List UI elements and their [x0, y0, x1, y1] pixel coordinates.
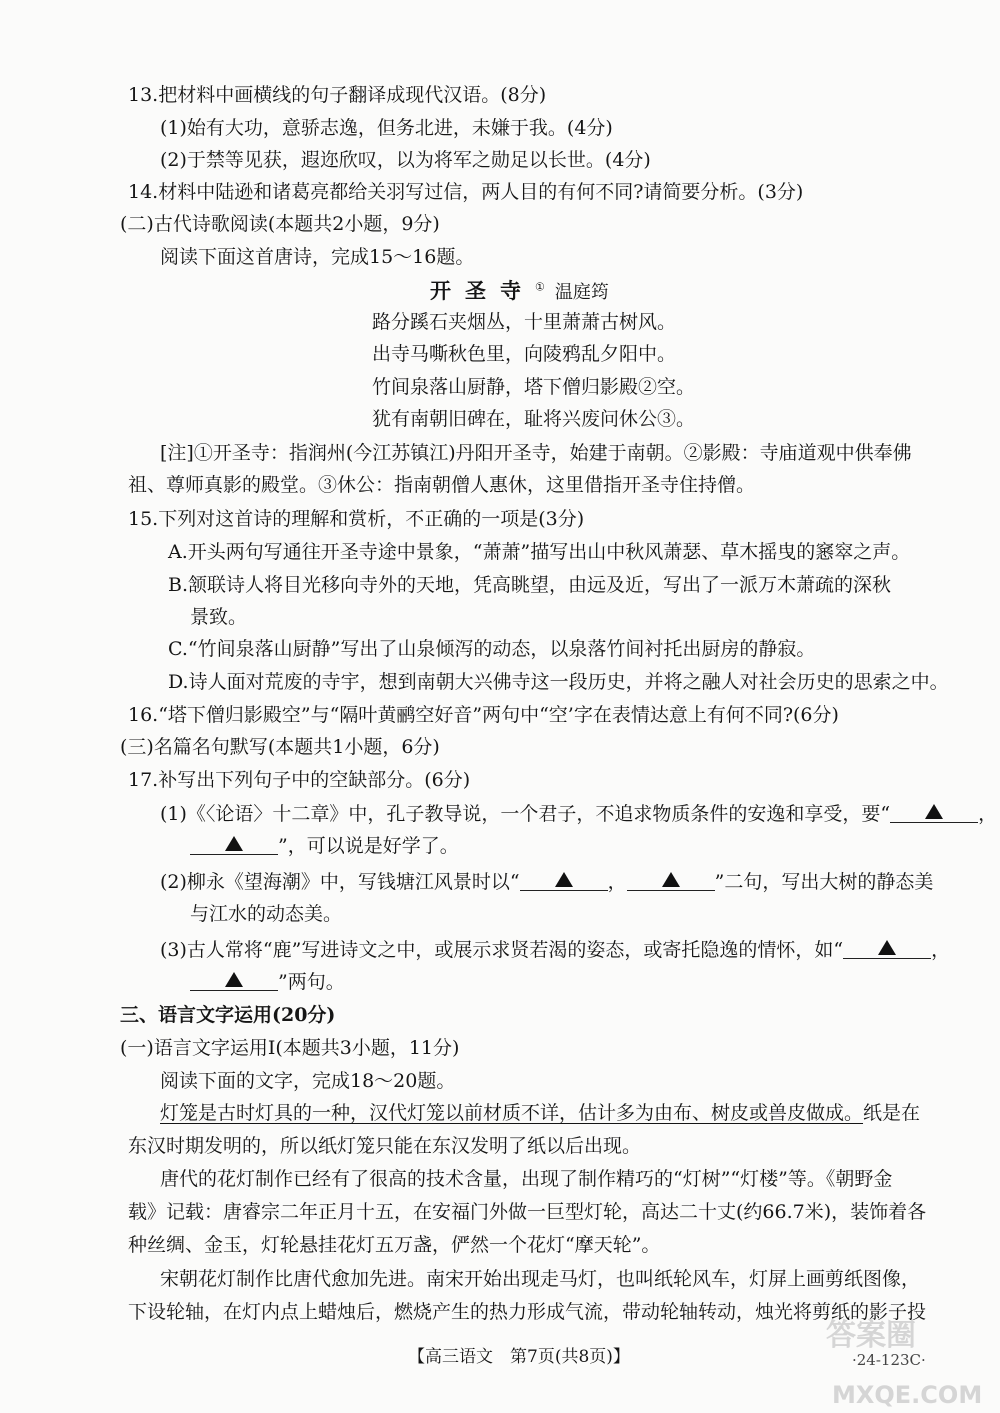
q16-stem: 16.“塔下僧归影殿空”与“隔叶黄鹂空好音”两句中“空’字在表情达意上有何不同?(6分)	[128, 704, 839, 726]
q13-sub2: (2)于禁等见获，遐迩欣叹，以为将军之勋足以长世。(4分)	[160, 149, 651, 171]
passage-p2-line2: 载》记载：唐睿宗二年正月十五，在安福门外做一巨型灯轮，高达二十丈(约66.7米)，装饰着各	[128, 1201, 927, 1223]
poem-title-line	[430, 280, 609, 302]
section3-header: (三)名篇名句默写(本题共1小题，6分)	[120, 736, 440, 758]
poem-title: 开圣寺	[430, 278, 535, 303]
watermark-text: MXQE.COM	[832, 1381, 983, 1409]
poem-line-3: 竹间泉落山厨静，塔下僧归影殿②空。	[372, 376, 696, 398]
section2-intro: 阅读下面这首唐诗，完成15～16题。	[160, 246, 475, 268]
q17-part3-comma: ，	[931, 939, 951, 961]
q17-part3-line1	[160, 940, 950, 960]
triangle-icon	[662, 872, 680, 887]
page-footer: 【高三语文 第7页(共8页)】	[408, 1347, 630, 1367]
q17-part1-text: (1)《〈论语〉十二章》中，孔子教导说，一个君子，不追求物质条件的安逸和享受，要“	[160, 803, 891, 825]
q17-part2-line1	[160, 872, 933, 892]
part3-intro: 阅读下面的文字，完成18～20题。	[160, 1070, 456, 1092]
poem-notes-line1: [注]①开圣寺：指润州(今江苏镇江)丹阳开圣寺，始建于南朝。②影殿：寺庙道观中供奉佛	[160, 442, 912, 464]
q17-part2-line2: 与江水的动态美。	[190, 903, 343, 925]
q15-option-b-cont: 景致。	[190, 606, 248, 628]
poem-line-1: 路分蹊石夹烟丛，十里萧萧古树风。	[372, 311, 677, 333]
poem-title-note: ①	[535, 280, 545, 294]
q17-part1-line2	[190, 836, 459, 856]
part3-header: 三、语言文字运用(20分)	[120, 1004, 336, 1026]
passage-p1-line1	[160, 1104, 920, 1123]
q17-part2-tail: ”二句，写出大树的静态美	[714, 871, 934, 893]
triangle-icon	[225, 972, 243, 987]
triangle-icon	[878, 940, 896, 955]
exam-code: ·24-123C·	[852, 1351, 926, 1369]
answer-blank[interactable]	[843, 940, 931, 959]
poem-notes-line2: 祖、尊师真影的殿堂。③休公：指南朝僧人惠休，这里借指开圣寺住持僧。	[128, 474, 756, 496]
passage-p3-line1: 宋朝花灯制作比唐代愈加先进。南宋开始出现走马灯，也叫纸轮风车，灯屏上画剪纸图像，	[160, 1268, 921, 1290]
q17-part3-line2	[190, 972, 345, 992]
answer-blank[interactable]	[190, 972, 278, 991]
passage-p2-line1: 唐代的花灯制作已经有了很高的技术含量，出现了制作精巧的“灯树”“灯楼”等。《朝野金	[160, 1168, 893, 1190]
q17-part1-tail: ”，可以说是好学了。	[278, 835, 459, 857]
triangle-icon	[925, 804, 943, 819]
q15-option-c: C.“竹间泉落山厨静”写出了山泉倾泻的动态，以泉落竹间衬托出厨房的静寂。	[168, 638, 816, 660]
triangle-icon	[225, 836, 243, 851]
q13-stem: 13.把材料中画横线的句子翻译成现代汉语。(8分)	[128, 84, 547, 106]
passage-p3-line2: 下设轮轴，在灯内点上蜡烛后，燃烧产生的热力形成气流，带动轮轴转动，烛光将剪纸的影子投	[128, 1301, 927, 1323]
q15-option-b: B.颔联诗人将目光移向寺外的天地，凭高眺望，由远及近，写出了一派万木萧疏的深秋	[168, 574, 892, 596]
q17-stem: 17.补写出下列句子中的空缺部分。(6分)	[128, 769, 471, 791]
passage-p1-line2: 东汉时期发明的，所以纸灯笼只能在东汉发明了纸以后出现。	[128, 1135, 642, 1157]
poem-line-2: 出寺马嘶秋色里，向陵鸦乱夕阳中。	[372, 343, 677, 365]
q13-sub1: (1)始有大功，意骄志逸，但务北进，未嫌于我。(4分)	[160, 117, 613, 139]
q17-part2-comma: ，	[607, 871, 627, 893]
q17-part3-text: (3)古人常将“鹿”写进诗文之中，或展示求贤若渴的姿态，或寄托隐逸的情怀，如“	[160, 939, 844, 961]
poem-author: 温庭筠	[554, 282, 609, 303]
watermark-logo: 答案圈	[826, 1318, 916, 1353]
q17-part3-tail: ”两句。	[278, 971, 345, 993]
answer-blank[interactable]	[190, 836, 278, 855]
section2-header: (二)古代诗歌阅读(本题共2小题，9分)	[120, 213, 440, 235]
answer-blank[interactable]	[520, 872, 608, 891]
part3-subheader: (一)语言文字运用Ⅰ(本题共3小题，11分)	[120, 1037, 460, 1059]
answer-blank[interactable]	[890, 804, 978, 823]
q17-part1-line1	[160, 804, 997, 824]
underlined-sentence: 灯笼是古时灯具的一种，汉代灯笼以前材质不详，估计多为由布、树皮或兽皮做成。	[160, 1102, 864, 1124]
q15-stem: 15.下列对这首诗的理解和赏析，不正确的一项是(3分)	[128, 508, 585, 530]
passage-p1-rest: 纸是在	[863, 1102, 921, 1124]
triangle-icon	[555, 872, 573, 887]
q17-part2-text: (2)柳永《望海潮》中，写钱塘江风景时以“	[160, 871, 520, 893]
q15-option-a: A.开头两句写通往开圣寺途中景象，“萧萧”描写出山中秋风萧瑟、草木摇曳的窸窣之声。	[168, 541, 911, 563]
answer-blank[interactable]	[627, 872, 715, 891]
q14-stem: 14.材料中陆逊和诸葛亮都给关羽写过信，两人目的有何不同?请简要分析。(3分)	[128, 181, 804, 203]
q17-part1-comma: ，	[978, 803, 998, 825]
poem-line-4: 犹有南朝旧碑在，耻将兴废问休公③。	[372, 408, 696, 430]
passage-p2-line3: 种丝绸、金玉，灯轮悬挂花灯五万盏，俨然一个花灯“摩天轮”。	[128, 1234, 661, 1256]
q15-option-d: D.诗人面对荒废的寺宇，想到南朝大兴佛寺这一段历史，并将之融人对社会历史的思索之中。	[168, 671, 949, 693]
